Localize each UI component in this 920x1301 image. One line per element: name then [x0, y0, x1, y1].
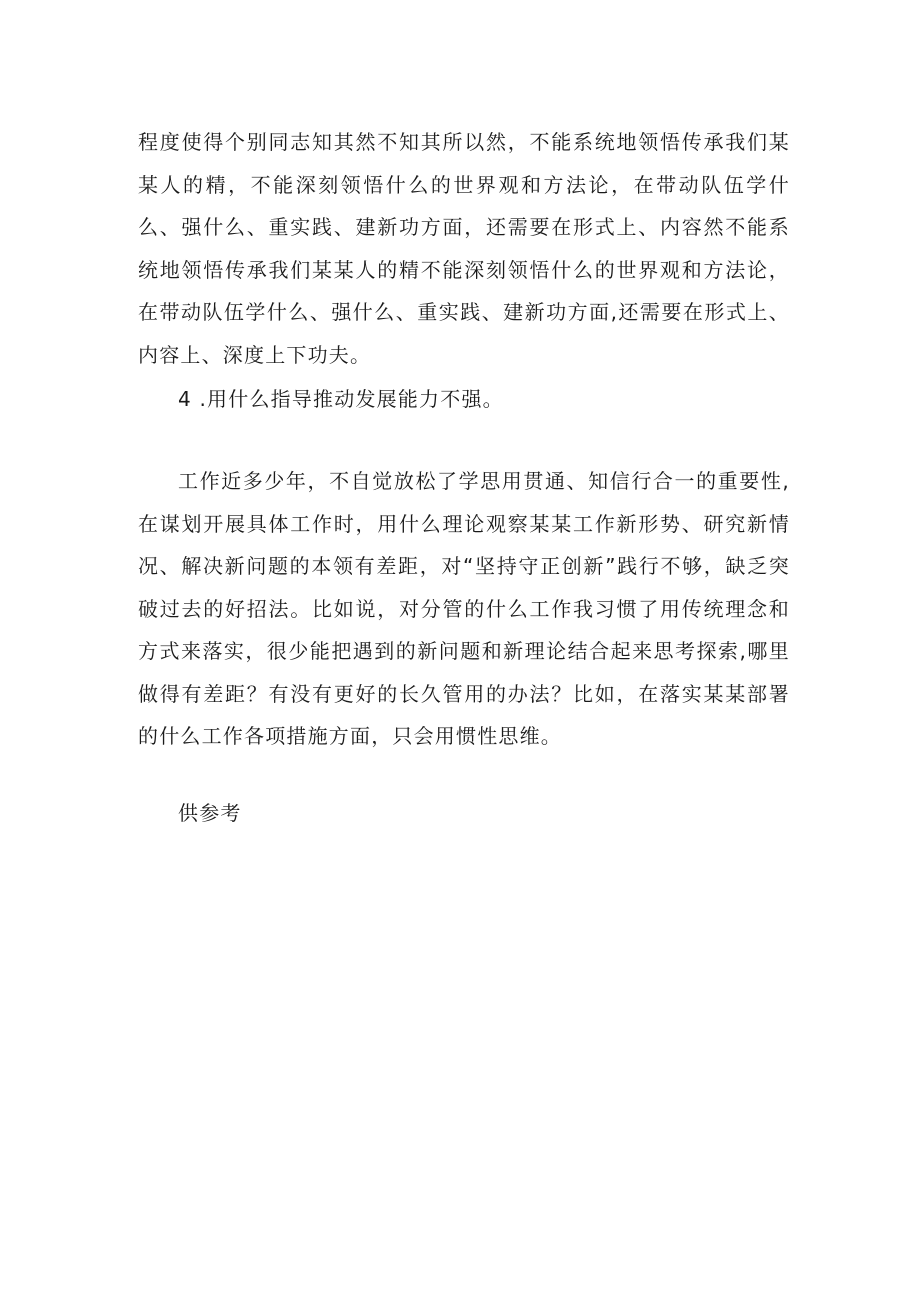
- body-paragraph-2: 工作近多少年，不自觉放松了学思用贯通、知信行合一的重要性,在谋划开展具体工作时，用什么理论观察某某工作新形势、研究新情况、解决新问题的本领有差距，对“坚持守正创新”践行不够，缺乏突破过去的好招法。比如说，对分管的什么工作我习惯了用传统理念和方式来落实，很少能把遇到的新问题和新理论结合起来思考探索,哪里做得有差距？有没有更好的长久管用的办法？比如，在落实某某部署的什么工作各项措施方面，只会用惯性思维。: [138, 469, 790, 748]
- section-heading-4: 4 .用什么指导推动发展能力不强。: [178, 387, 504, 411]
- body-paragraph-1: 程度使得个别同志知其然不知其所以然，不能系统地领悟传承我们某某人的精，不能深刻领悟什么的世界观和方法论，在带动队伍学什么、强什么、重实践、建新功方面，还需要在形式上、内容然不能系统地领悟传承我们某某人的精不能深刻领悟什么的世界观和方法论，在带动队伍学什么、强什么、重实践、建新功方面,还需要在形式上、内容上、深度上下功夫。: [138, 130, 790, 367]
- closing-note: 供参考: [178, 801, 242, 825]
